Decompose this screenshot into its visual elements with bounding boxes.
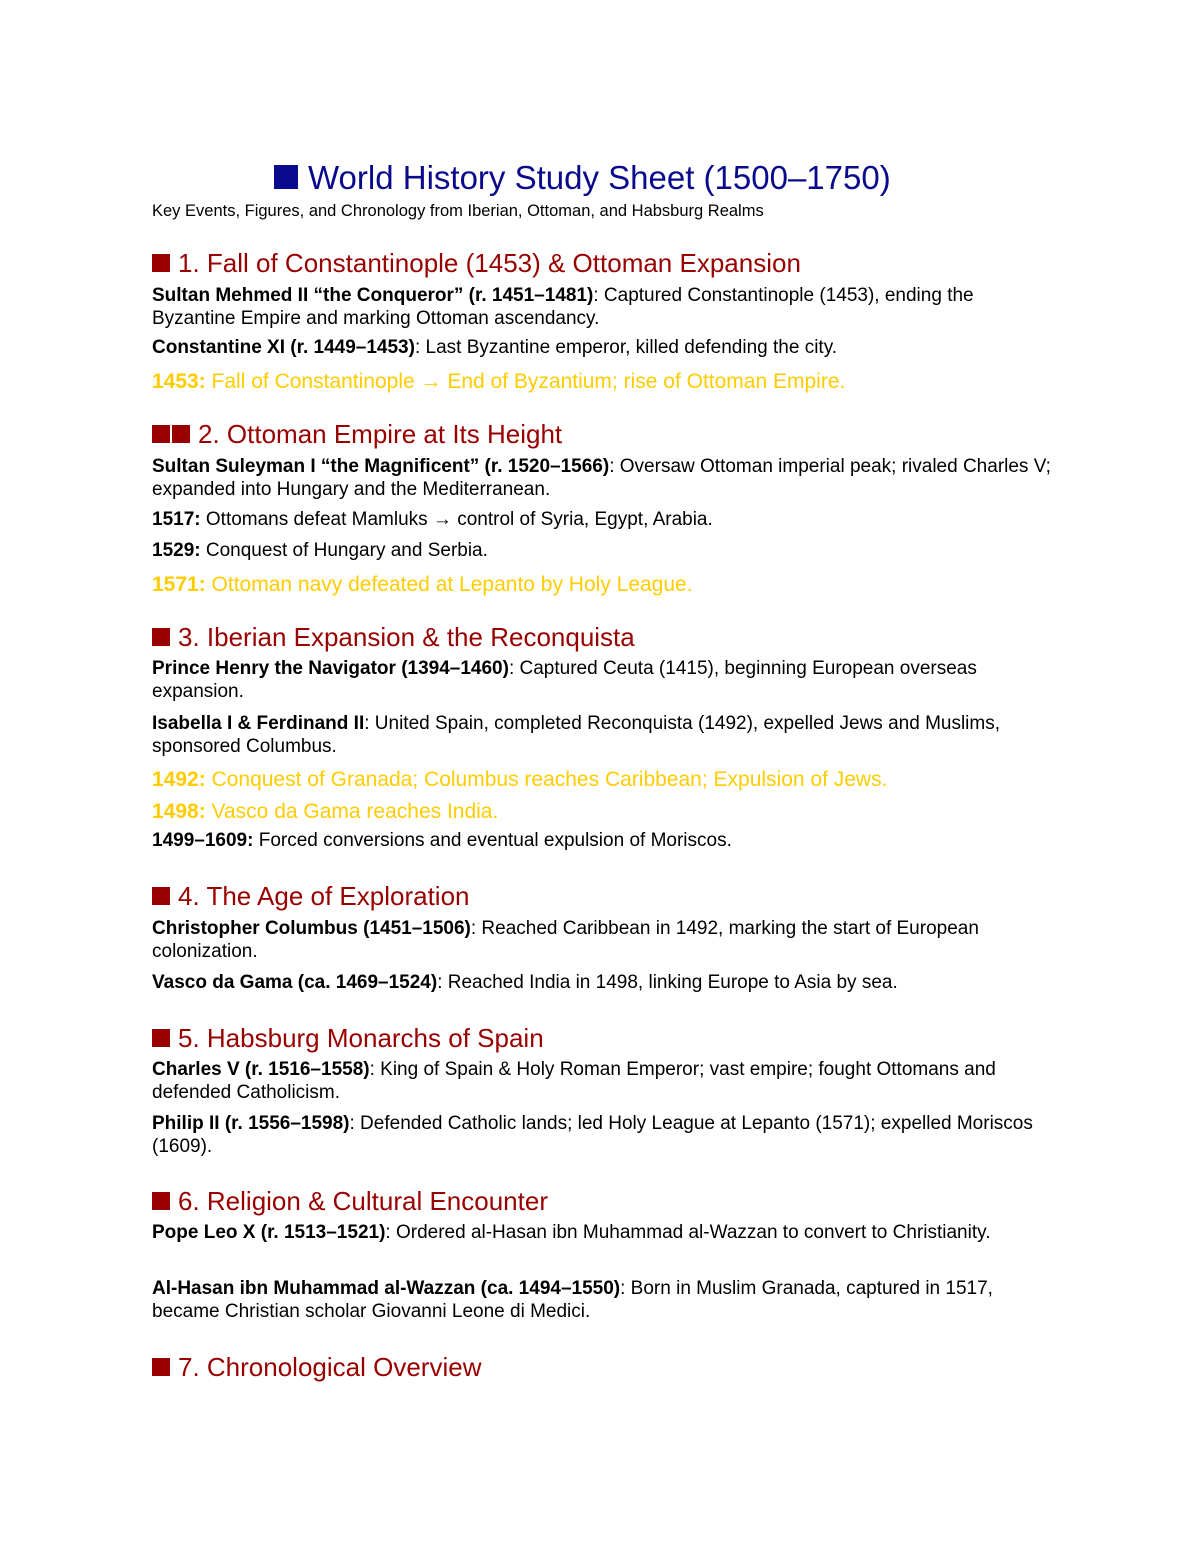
- section-7-heading: 7. Chronological Overview: [152, 1351, 481, 1383]
- section-6-entry-al-wazzan: Al-Hasan ibn Muhammad al-Wazzan (ca. 1494–1550): Born in Muslim Granada, captured in 1517, became Christian scholar Giovanni Leone di Medici.: [152, 1278, 993, 1322]
- square-icon: [152, 887, 170, 905]
- page-title: World History Study Sheet (1500–1750): [274, 158, 891, 198]
- section-1-entry-mehmed: Sultan Mehmed II “the Conqueror” (r. 1451–1481): Captured Constantinople (1453), ending the Byzantine Empire and marking Ottoman ascendancy.: [152, 285, 974, 329]
- section-1-entry-constantine: Constantine XI (r. 1449–1453): Last Byzantine emperor, killed defending the city.: [152, 337, 838, 358]
- section-4-entry-columbus: Christopher Columbus (1451–1506): Reached Caribbean in 1492, marking the start of European colonization.: [152, 918, 979, 962]
- section-4-entry-da-gama: Vasco da Gama (ca. 1469–1524): Reached India in 1498, linking Europe to Asia by sea.: [152, 972, 898, 993]
- section-3-highlight-1492: 1492: Conquest of Granada; Columbus reaches Caribbean; Expulsion of Jews.: [152, 768, 888, 791]
- section-2-highlight-1571: 1571: Ottoman navy defeated at Lepanto by Holy League.: [152, 573, 693, 596]
- square-icon: [152, 1029, 170, 1047]
- square-icon: [152, 628, 170, 646]
- square-icon: [152, 1358, 170, 1376]
- section-1-highlight-1453: 1453: Fall of Constantinople → End of Byzantium; rise of Ottoman Empire.: [152, 370, 846, 393]
- square-icon: [152, 1192, 170, 1210]
- square-icon: [152, 254, 170, 272]
- section-5-heading: 5. Habsburg Monarchs of Spain: [152, 1022, 544, 1054]
- square-icon: [172, 425, 190, 443]
- section-3-highlight-1498: 1498: Vasco da Gama reaches India.: [152, 800, 499, 823]
- section-2-entry-1517: 1517: Ottomans defeat Mamluks → control of Syria, Egypt, Arabia.: [152, 509, 713, 530]
- section-5-entry-philip-ii: Philip II (r. 1556–1598): Defended Catholic lands; led Holy League at Lepanto (1571); expelled Moriscos (1609).: [152, 1113, 1033, 1157]
- section-6-entry-leo-x: Pope Leo X (r. 1513–1521): Ordered al-Hasan ibn Muhammad al-Wazzan to convert to Christianity.: [152, 1222, 991, 1243]
- section-6-heading: 6. Religion & Cultural Encounter: [152, 1185, 548, 1217]
- section-2-heading: 2. Ottoman Empire at Its Height: [152, 418, 562, 450]
- section-3-heading: 3. Iberian Expansion & the Reconquista: [152, 621, 635, 653]
- square-icon: [152, 425, 170, 443]
- section-2-entry-suleyman: Sultan Suleyman I “the Magnificent” (r. 1520–1566): Oversaw Ottoman imperial peak; rivaled Charles V; expanded into Hungary and the Mediterranean.: [152, 456, 1051, 500]
- section-1-heading: 1. Fall of Constantinople (1453) & Ottoman Expansion: [152, 247, 801, 279]
- section-3-entry-1499-1609: 1499–1609: Forced conversions and eventual expulsion of Moriscos.: [152, 830, 732, 851]
- section-4-heading: 4. The Age of Exploration: [152, 880, 470, 912]
- section-3-entry-henry: Prince Henry the Navigator (1394–1460): Captured Ceuta (1415), beginning European overseas expansion.: [152, 658, 977, 702]
- square-icon: [274, 165, 298, 189]
- section-5-entry-charles-v: Charles V (r. 1516–1558): King of Spain & Holy Roman Emperor; vast empire; fought Ottomans and defended Catholicism.: [152, 1059, 996, 1103]
- section-2-entry-1529: 1529: Conquest of Hungary and Serbia.: [152, 540, 488, 561]
- page-subtitle: Key Events, Figures, and Chronology from Iberian, Ottoman, and Habsburg Realms: [152, 202, 764, 220]
- section-3-entry-isabella-ferdinand: Isabella I & Ferdinand II: United Spain, completed Reconquista (1492), expelled Jews and Muslims, sponsored Columbus.: [152, 713, 1001, 757]
